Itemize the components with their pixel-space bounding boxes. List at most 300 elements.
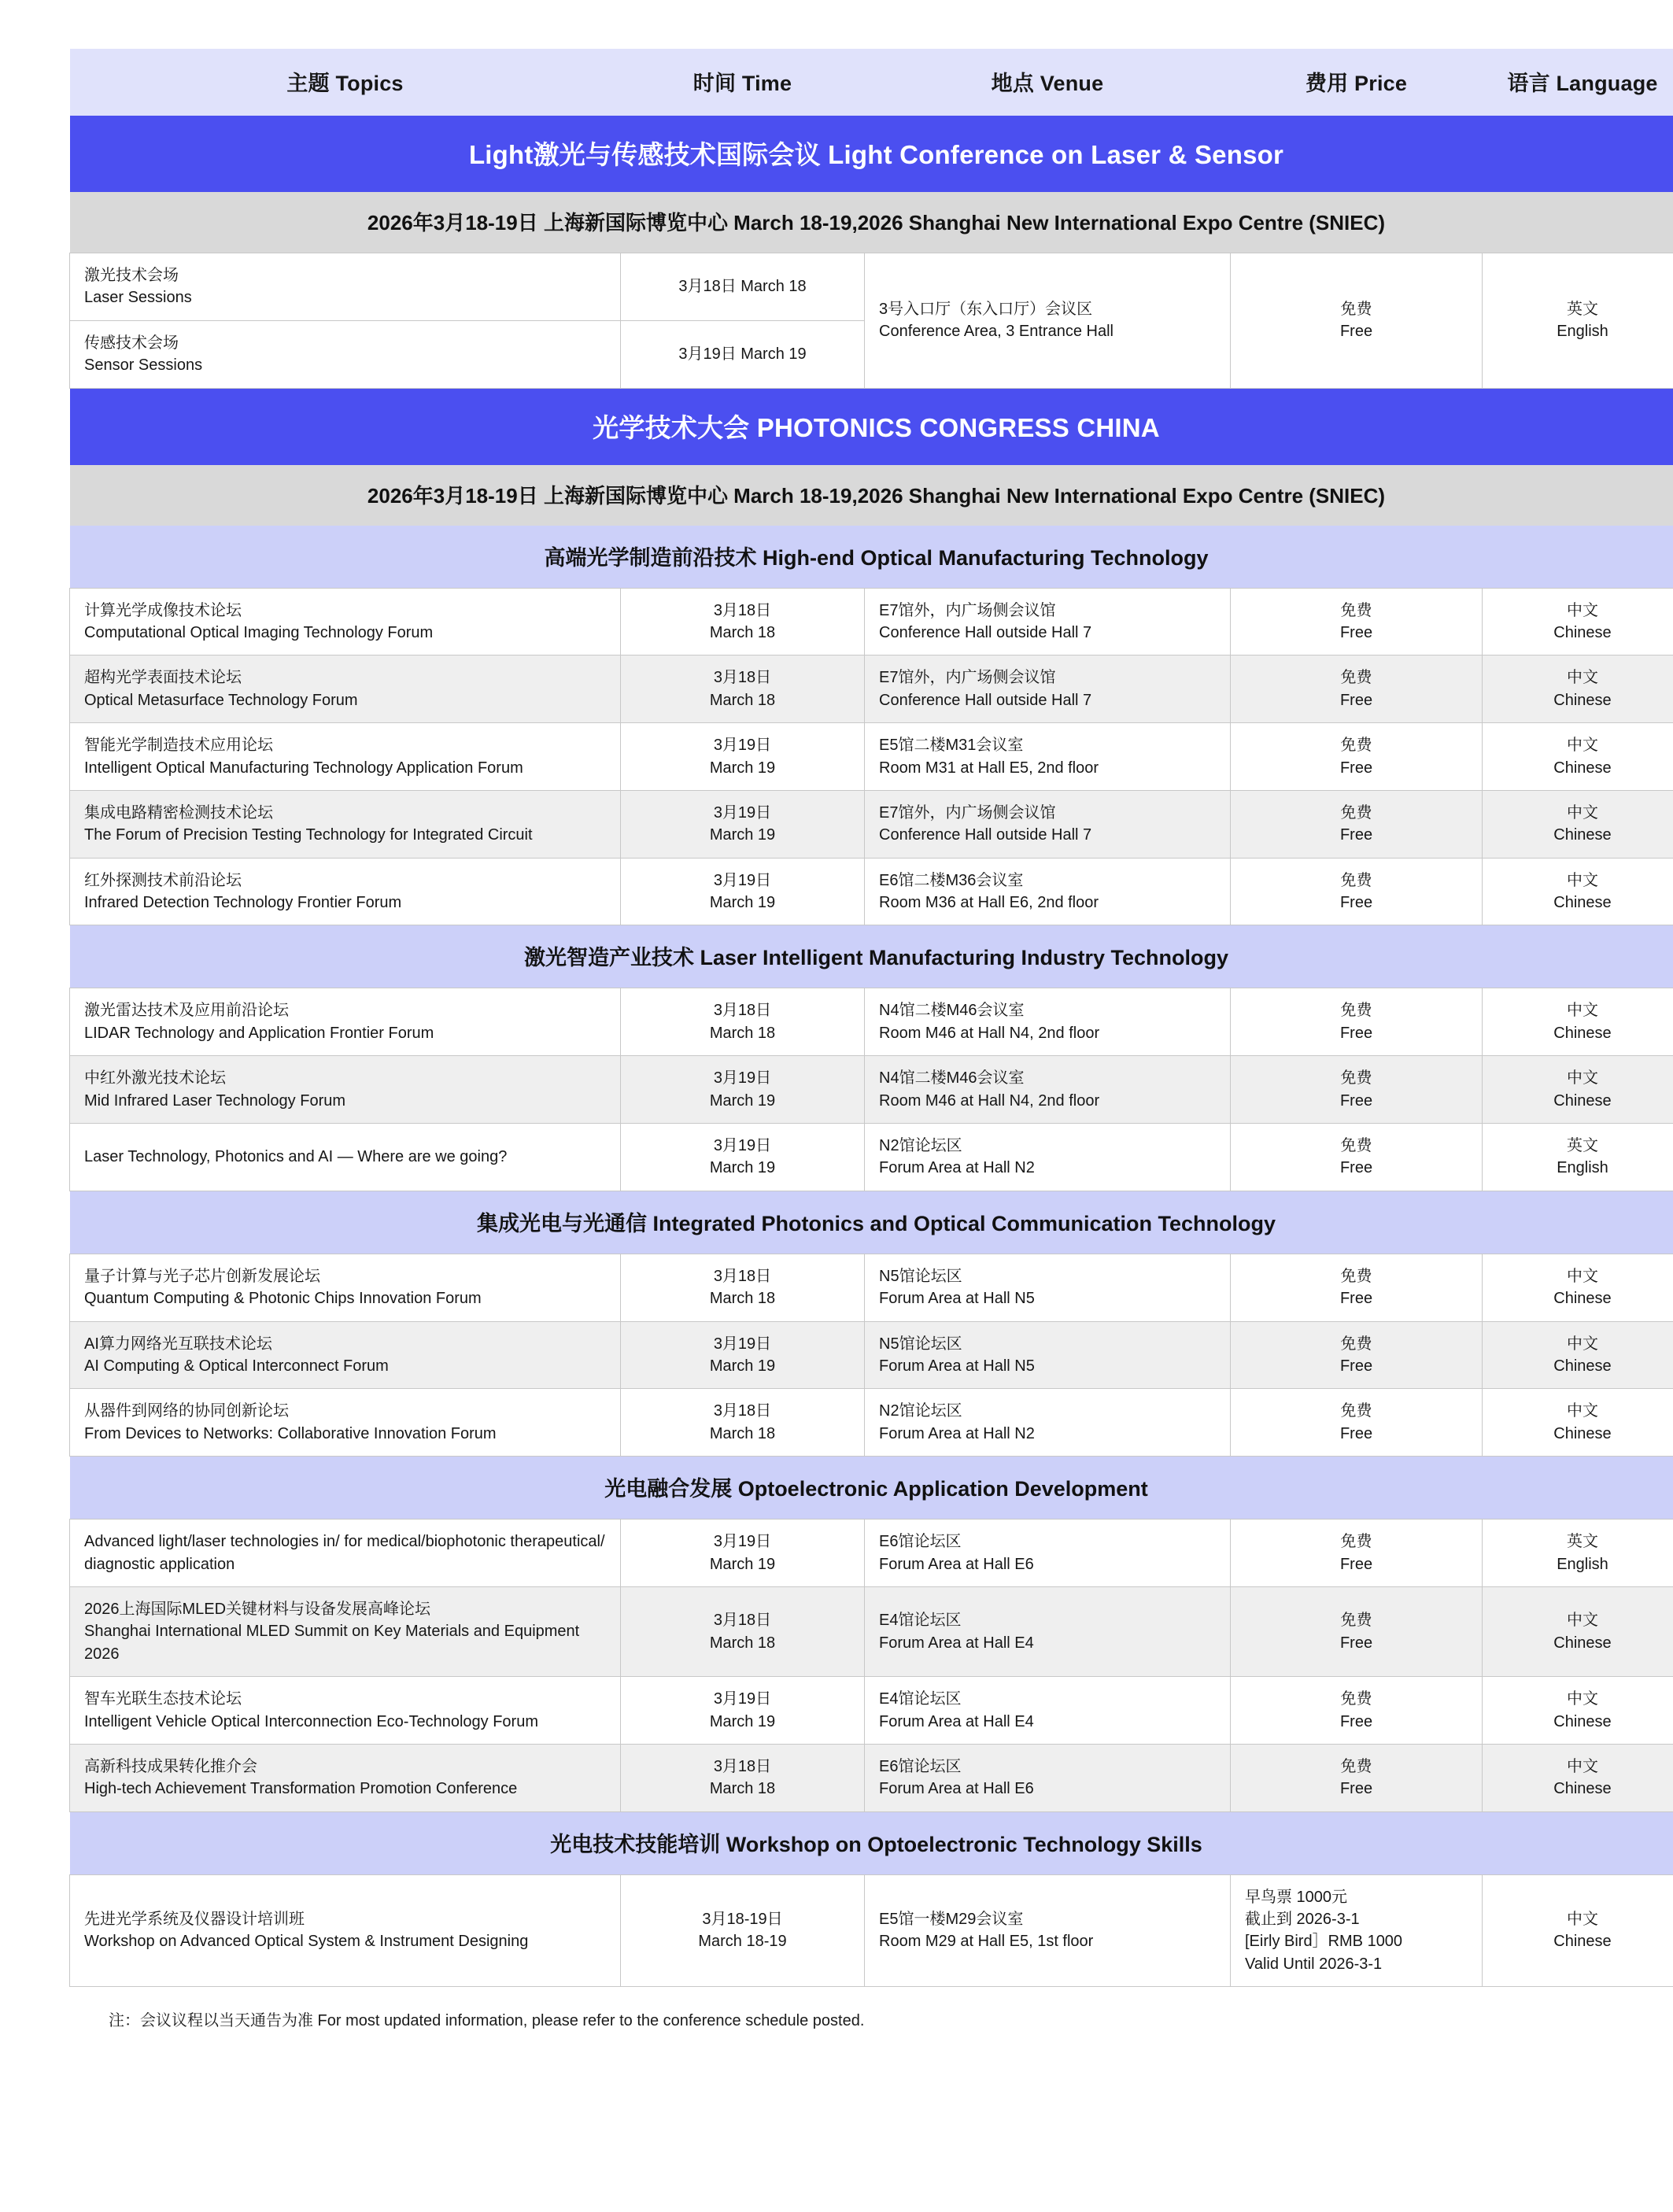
row-time xyxy=(621,790,865,858)
row-venue-cn: E4馆论坛区 xyxy=(879,1690,962,1708)
row-venue xyxy=(865,1744,1231,1811)
row-topic-cn: 量子计算与光子芯片创新发展论坛 xyxy=(84,1267,320,1285)
row-time-en: March 18-19 xyxy=(698,1933,787,1951)
row-price xyxy=(1231,790,1483,858)
row-topic-en: The Forum of Precision Testing Technology for Integrated Circuit xyxy=(84,826,533,844)
row-venue xyxy=(865,1874,1231,1987)
footnote: 注：会议议程以当天通告为准 For most updated information, please refer to the conference schedule posted. xyxy=(109,2012,865,2030)
row-time-en: March 18 xyxy=(709,1290,776,1308)
row-venue xyxy=(865,1677,1231,1745)
row-time xyxy=(621,1520,865,1587)
row-topic-en: Laser Sessions xyxy=(84,289,192,307)
row-time-en: March 19 xyxy=(709,1159,776,1177)
row-time xyxy=(621,1586,865,1676)
row-price xyxy=(1231,1744,1483,1811)
row-venue-cn: E6馆论坛区 xyxy=(879,1757,962,1775)
row-language-en: Chinese xyxy=(1553,1933,1612,1951)
row-venue-en: Forum Area at Hall N2 xyxy=(879,1424,1035,1442)
table-row xyxy=(70,723,1673,791)
table-row xyxy=(70,1520,1673,1587)
row-language xyxy=(1483,655,1673,723)
row-language-cn: 中文 xyxy=(1567,669,1598,687)
row-time: 3月18日 March 18 xyxy=(621,253,865,321)
row-topic xyxy=(70,858,621,925)
row-venue-en: Forum Area at Hall N5 xyxy=(879,1290,1035,1308)
row-time-cn: 3月18日 xyxy=(713,1002,772,1020)
row-language-en: English xyxy=(1557,1555,1608,1573)
row-topic xyxy=(70,988,621,1056)
row-topic-cn: 超构光学表面技术论坛 xyxy=(84,669,242,687)
row-time-cn: 3月19日 xyxy=(713,871,772,889)
row-time-cn: 3月18日 xyxy=(713,1267,772,1285)
row-time-en: March 18 xyxy=(709,1634,776,1652)
conference-1-dateline: 2026年3月18-19日 上海新国际博览中心 March 18-19,2026 Shanghai New International Expo Centre (SNIEC) xyxy=(70,192,1673,253)
table-row xyxy=(70,1056,1673,1124)
row-time-en: March 19 xyxy=(709,759,776,777)
row-price-cn: 免费 xyxy=(1340,803,1372,822)
row-venue-en: Conference Hall outside Hall 7 xyxy=(879,826,1092,844)
row-price-cn: 免费 xyxy=(1340,1757,1372,1775)
row-price-cn: 免费 xyxy=(1340,1335,1372,1353)
table-row xyxy=(70,253,1673,321)
row-venue xyxy=(865,1254,1231,1321)
row-topic-cn: 2026上海国际MLED关键材料与设备发展高峰论坛 xyxy=(84,1600,431,1618)
row-topic-en: LIDAR Technology and Application Frontier Forum xyxy=(84,1024,434,1042)
row-venue-cn: E7馆外，内广场侧会议馆 xyxy=(879,803,1056,822)
row-venue-cn: E7馆外，内广场侧会议馆 xyxy=(879,601,1056,619)
row-topic-en: High-tech Achievement Transformation Promotion Conference xyxy=(84,1780,518,1798)
row-topic-cn: 计算光学成像技术论坛 xyxy=(84,601,242,619)
row-language xyxy=(1483,1254,1673,1321)
row-price-cn: 免费 xyxy=(1340,300,1372,318)
row-time-en: March 18 xyxy=(709,1780,776,1798)
row-price-cn: 免费 xyxy=(1340,871,1372,889)
row-price-cn: 免费 xyxy=(1340,1137,1372,1155)
row-topic-cn: 激光技术会场 xyxy=(84,267,179,284)
row-venue-cn: N5馆论坛区 xyxy=(879,1267,962,1285)
row-time-cn: 3月18日 xyxy=(713,1402,772,1420)
row-language-en: Chinese xyxy=(1553,759,1612,777)
row-time-cn: 3月18-19日 xyxy=(702,1911,783,1929)
row-venue-cn: N4馆二楼M46会议室 xyxy=(879,1069,1025,1088)
row-price xyxy=(1231,723,1483,791)
row-price-line2: 截止到 2026-3-1 xyxy=(1245,1911,1360,1929)
section-title: 光电融合发展 Optoelectronic Application Development xyxy=(70,1457,1673,1520)
row-topic-en: Laser Technology, Photonics and AI — Where are we going? xyxy=(84,1148,508,1166)
row-topic-cn: 先进光学系统及仪器设计培训班 xyxy=(84,1911,305,1929)
header-price: 费用 Price xyxy=(1231,49,1483,116)
row-time xyxy=(621,1056,865,1124)
row-language-en: English xyxy=(1557,1159,1608,1177)
row-price-cn: 免费 xyxy=(1340,1069,1372,1088)
row-language-en: English xyxy=(1557,323,1608,341)
row-language xyxy=(1483,790,1673,858)
row-price-en: Free xyxy=(1339,623,1373,641)
row-price-en: Free xyxy=(1339,1091,1373,1110)
row-language xyxy=(1483,1586,1673,1676)
row-language-cn: 中文 xyxy=(1567,1002,1598,1020)
row-topic-cn: 高新科技成果转化推介会 xyxy=(84,1757,257,1775)
row-topic xyxy=(70,1677,621,1745)
row-language-en: Chinese xyxy=(1553,1424,1612,1442)
row-venue-cn: E6馆论坛区 xyxy=(879,1533,962,1551)
row-time-en: March 18 xyxy=(709,623,776,641)
row-time xyxy=(621,988,865,1056)
row-topic-en: Optical Metasurface Technology Forum xyxy=(84,691,358,709)
row-time xyxy=(621,1389,865,1457)
conference-1-title: Light激光与传感技术国际会议 Light Conference on Laser & Sensor xyxy=(70,116,1673,192)
section-title: 光电技术技能培训 Workshop on Optoelectronic Technology Skills xyxy=(70,1811,1673,1874)
row-venue xyxy=(865,1586,1231,1676)
row-venue xyxy=(865,988,1231,1056)
row-price-en: Free xyxy=(1339,1712,1373,1730)
row-venue xyxy=(865,723,1231,791)
row-price-cn: 免费 xyxy=(1340,1402,1372,1420)
row-venue-cn: 3号入口厅（东入口厅）会议区 xyxy=(879,300,1093,318)
row-price xyxy=(1231,988,1483,1056)
row-topic xyxy=(70,1874,621,1987)
row-topic-en: Computational Optical Imaging Technology Forum xyxy=(84,623,434,641)
row-time xyxy=(621,858,865,925)
row-venue xyxy=(865,655,1231,723)
conference-2-dateline: 2026年3月18-19日 上海新国际博览中心 March 18-19,2026 Shanghai New International Expo Centre (SNIEC) xyxy=(70,465,1673,526)
row-language-cn: 中文 xyxy=(1567,871,1598,889)
row-language-cn: 中文 xyxy=(1567,1911,1598,1929)
row-language xyxy=(1483,858,1673,925)
row-language-en: Chinese xyxy=(1553,1780,1612,1798)
row-price-en: Free xyxy=(1339,1357,1373,1375)
row-topic xyxy=(70,253,621,321)
row-time-cn: 3月19日 xyxy=(713,1069,772,1088)
row-topic xyxy=(70,1389,621,1457)
row-price-en: Free xyxy=(1339,323,1373,341)
row-topic-en: Intelligent Vehicle Optical Interconnection Eco-Technology Forum xyxy=(84,1712,538,1730)
row-topic xyxy=(70,1520,621,1587)
table-row xyxy=(70,1389,1673,1457)
row-language xyxy=(1483,988,1673,1056)
row-time-cn: 3月18日 xyxy=(713,669,772,687)
row-topic xyxy=(70,790,621,858)
table-row xyxy=(70,1124,1673,1191)
table-row xyxy=(70,988,1673,1056)
row-venue-cn: E5馆一楼M29会议室 xyxy=(879,1911,1024,1929)
row-venue-en: Forum Area at Hall E4 xyxy=(879,1634,1034,1652)
row-language-cn: 中文 xyxy=(1567,1402,1598,1420)
row-price-en: Free xyxy=(1339,1634,1373,1652)
row-language xyxy=(1483,1124,1673,1191)
row-time-en: March 18 xyxy=(709,1024,776,1042)
row-price-en: Free xyxy=(1339,894,1373,912)
row-venue-en: Forum Area at Hall E6 xyxy=(879,1555,1034,1573)
row-language-cn: 中文 xyxy=(1567,1267,1598,1285)
row-topic-cn: 从器件到网络的协同创新论坛 xyxy=(84,1402,289,1420)
table-row xyxy=(70,1744,1673,1811)
row-venue xyxy=(865,1124,1231,1191)
row-topic-cn: 集成电路精密检测技术论坛 xyxy=(84,803,273,822)
row-language xyxy=(1483,723,1673,791)
row-language-en: Chinese xyxy=(1553,894,1612,912)
conference-dateline-band-1 xyxy=(70,192,1673,253)
table-row xyxy=(70,655,1673,723)
row-language-cn: 中文 xyxy=(1567,803,1598,822)
row-venue-cn: N5馆论坛区 xyxy=(879,1335,962,1353)
row-topic xyxy=(70,1056,621,1124)
row-price xyxy=(1231,655,1483,723)
row-time-cn: 3月19日 xyxy=(713,1335,772,1353)
row-price xyxy=(1231,1586,1483,1676)
row-venue-en: Conference Area, 3 Entrance Hall xyxy=(879,323,1113,341)
row-topic-en: Infrared Detection Technology Frontier Forum xyxy=(84,894,402,912)
row-price xyxy=(1231,1254,1483,1321)
row-language-en: Chinese xyxy=(1553,1024,1612,1042)
row-venue xyxy=(865,1321,1231,1389)
row-topic-en: Quantum Computing & Photonic Chips Innovation Forum xyxy=(84,1290,482,1308)
row-language-en: Chinese xyxy=(1553,1634,1612,1652)
row-time-cn: 3月18日 xyxy=(713,1612,772,1630)
row-topic-cn: 激光雷达技术及应用前沿论坛 xyxy=(84,1002,289,1020)
row-price-en: Free xyxy=(1339,1780,1373,1798)
row-price-en: Free xyxy=(1339,1424,1373,1442)
table-row xyxy=(70,1677,1673,1745)
row-language xyxy=(1483,1874,1673,1987)
section-band xyxy=(70,925,1673,988)
conference-title-band-1 xyxy=(70,116,1673,192)
row-venue-cn: E4馆论坛区 xyxy=(879,1612,962,1630)
row-price xyxy=(1231,1056,1483,1124)
row-topic-cn: 中红外激光技术论坛 xyxy=(84,1069,226,1088)
table-row xyxy=(70,1586,1673,1676)
row-venue xyxy=(865,790,1231,858)
row-venue-cn: E6馆二楼M36会议室 xyxy=(879,871,1024,889)
row-language-cn: 中文 xyxy=(1567,737,1598,755)
row-price-cn: 免费 xyxy=(1340,1002,1372,1020)
row-time-en: March 18 xyxy=(709,691,776,709)
row-venue-en: Conference Hall outside Hall 7 xyxy=(879,691,1092,709)
row-venue xyxy=(865,858,1231,925)
row-time-en: March 19 xyxy=(709,894,776,912)
row-price-en: Free xyxy=(1339,1555,1373,1573)
row-price-line3: [Eirly Bird］RMB 1000 xyxy=(1245,1933,1403,1951)
row-time-cn: 3月19日 xyxy=(713,803,772,822)
row-language-cn: 中文 xyxy=(1567,1690,1598,1708)
row-topic-en: Mid Infrared Laser Technology Forum xyxy=(84,1091,346,1110)
row-topic-en: Intelligent Optical Manufacturing Technology Application Forum xyxy=(84,759,523,777)
row-time xyxy=(621,1321,865,1389)
row-time-cn: 3月19日 xyxy=(713,737,772,755)
table-row xyxy=(70,858,1673,925)
row-time-cn: 3月19日 xyxy=(713,1690,772,1708)
row-price-cn: 免费 xyxy=(1340,601,1372,619)
row-language-en: Chinese xyxy=(1553,1290,1612,1308)
row-price xyxy=(1231,1124,1483,1191)
row-language-cn: 中文 xyxy=(1567,1069,1598,1088)
row-time xyxy=(621,655,865,723)
row-time-cn: 3月18日 xyxy=(713,601,772,619)
row-venue-cn: E7馆外，内广场侧会议馆 xyxy=(879,669,1056,687)
row-language xyxy=(1483,1520,1673,1587)
conference-title-band-2 xyxy=(70,388,1673,465)
row-price-cn: 免费 xyxy=(1340,737,1372,755)
row-topic-cn: 红外探测技术前沿论坛 xyxy=(84,871,242,889)
row-language-en: Chinese xyxy=(1553,1357,1612,1375)
row-language-cn: 中文 xyxy=(1567,1757,1598,1775)
row-topic xyxy=(70,1744,621,1811)
row-language-en: Chinese xyxy=(1553,826,1612,844)
row-time xyxy=(621,588,865,655)
row-price-cn: 免费 xyxy=(1340,1690,1372,1708)
row-time xyxy=(621,1677,865,1745)
row-price-cn: 免费 xyxy=(1340,1612,1372,1630)
row-price-en: Free xyxy=(1339,1159,1373,1177)
row-venue-cn: N4馆二楼M46会议室 xyxy=(879,1002,1025,1020)
row-topic-cn: 智能光学制造技术应用论坛 xyxy=(84,737,273,755)
row-venue-en: Forum Area at Hall N5 xyxy=(879,1357,1035,1375)
row-price xyxy=(1231,1677,1483,1745)
row-language-cn: 中文 xyxy=(1567,1335,1598,1353)
row-language-en: Chinese xyxy=(1553,623,1612,641)
row-language xyxy=(1483,1677,1673,1745)
row-time xyxy=(621,723,865,791)
table-row xyxy=(70,1874,1673,1987)
header-time: 时间 Time xyxy=(621,49,865,116)
row-time xyxy=(621,1124,865,1191)
section-band xyxy=(70,1811,1673,1874)
row-price-line1: 早鸟票 1000元 xyxy=(1245,1888,1348,1906)
row-language-en: Chinese xyxy=(1553,691,1612,709)
row-language xyxy=(1483,1744,1673,1811)
row-venue-cn: E5馆二楼M31会议室 xyxy=(879,737,1024,755)
row-price-en: Free xyxy=(1339,759,1373,777)
row-time-en: March 19 xyxy=(709,1357,776,1375)
row-venue-cn: N2馆论坛区 xyxy=(879,1402,962,1420)
row-price xyxy=(1231,588,1483,655)
row-topic-cn: 传感技术会场 xyxy=(84,334,179,352)
row-venue xyxy=(865,253,1231,389)
conference-schedule-table xyxy=(69,49,1673,1987)
row-venue xyxy=(865,1520,1231,1587)
row-price xyxy=(1231,1321,1483,1389)
table-row xyxy=(70,1321,1673,1389)
row-topic-en: Sensor Sessions xyxy=(84,356,203,375)
section-title: 激光智造产业技术 Laser Intelligent Manufacturing Industry Technology xyxy=(70,925,1673,988)
row-venue-cn: N2馆论坛区 xyxy=(879,1137,962,1155)
row-language xyxy=(1483,1321,1673,1389)
row-language xyxy=(1483,1056,1673,1124)
row-language xyxy=(1483,253,1673,389)
row-topic xyxy=(70,1586,621,1676)
row-topic-cn: AI算力网络光互联技术论坛 xyxy=(84,1335,272,1353)
row-topic-en: Advanced light/laser technologies in/ for medical/biophotonic therapeutical/ diagnostic application xyxy=(84,1533,605,1573)
row-topic-en: AI Computing & Optical Interconnect Forum xyxy=(84,1357,389,1375)
conference-2-title: 光学技术大会 PHOTONICS CONGRESS CHINA xyxy=(70,388,1673,465)
row-time-cn: 3月19日 xyxy=(713,1137,772,1155)
header-topics: 主题 Topics xyxy=(70,49,621,116)
row-topic-en: Shanghai International MLED Summit on Key Materials and Equipment 2026 xyxy=(84,1623,580,1663)
row-time-en: March 19 xyxy=(709,826,776,844)
row-venue-en: Conference Hall outside Hall 7 xyxy=(879,623,1092,641)
row-topic xyxy=(70,723,621,791)
row-price-cn: 免费 xyxy=(1340,669,1372,687)
row-time xyxy=(621,1874,865,1987)
row-topic xyxy=(70,588,621,655)
row-price xyxy=(1231,1520,1483,1587)
row-time xyxy=(621,1254,865,1321)
row-time-en: March 19 xyxy=(709,1712,776,1730)
row-time-en: March 18 xyxy=(709,1424,776,1442)
row-venue xyxy=(865,1389,1231,1457)
row-price-en: Free xyxy=(1339,1024,1373,1042)
row-price-en: Free xyxy=(1339,826,1373,844)
row-language-cn: 英文 xyxy=(1567,1533,1598,1551)
row-venue-en: Forum Area at Hall E4 xyxy=(879,1712,1034,1730)
section-band xyxy=(70,526,1673,589)
row-venue xyxy=(865,588,1231,655)
row-time xyxy=(621,1744,865,1811)
header-venue: 地点 Venue xyxy=(865,49,1231,116)
row-venue-en: Room M29 at Hall E5, 1st floor xyxy=(879,1933,1094,1951)
row-language-en: Chinese xyxy=(1553,1712,1612,1730)
row-venue-en: Forum Area at Hall N2 xyxy=(879,1159,1035,1177)
row-venue xyxy=(865,1056,1231,1124)
row-price xyxy=(1231,858,1483,925)
row-venue-en: Forum Area at Hall E6 xyxy=(879,1780,1034,1798)
section-title: 高端光学制造前沿技术 High-end Optical Manufacturing Technology xyxy=(70,526,1673,589)
row-topic-en: Workshop on Advanced Optical System & Instrument Designing xyxy=(84,1933,529,1951)
table-header-row xyxy=(70,49,1673,116)
row-topic-cn: 智车光联生态技术论坛 xyxy=(84,1690,242,1708)
row-topic xyxy=(70,1321,621,1389)
row-time-cn: 3月19日 xyxy=(713,1533,772,1551)
row-topic xyxy=(70,320,621,388)
row-language-cn: 中文 xyxy=(1567,601,1598,619)
row-time: 3月19日 March 19 xyxy=(621,320,865,388)
row-time-cn: 3月18日 xyxy=(713,1757,772,1775)
row-language-cn: 英文 xyxy=(1567,300,1598,318)
row-price-cn: 免费 xyxy=(1340,1533,1372,1551)
row-venue-en: Room M46 at Hall N4, 2nd floor xyxy=(879,1091,1100,1110)
row-topic xyxy=(70,1124,621,1191)
row-topic xyxy=(70,1254,621,1321)
row-venue-en: Room M46 at Hall N4, 2nd floor xyxy=(879,1024,1100,1042)
row-topic xyxy=(70,655,621,723)
row-language-cn: 英文 xyxy=(1567,1137,1598,1155)
row-time-en: March 19 xyxy=(709,1555,776,1573)
row-topic-en: From Devices to Networks: Collaborative Innovation Forum xyxy=(84,1424,497,1442)
row-price-cn: 免费 xyxy=(1340,1267,1372,1285)
section-band xyxy=(70,1191,1673,1254)
table-row xyxy=(70,1254,1673,1321)
row-language-en: Chinese xyxy=(1553,1091,1612,1110)
row-price-en: Free xyxy=(1339,1290,1373,1308)
section-band xyxy=(70,1457,1673,1520)
row-price xyxy=(1231,1389,1483,1457)
row-language xyxy=(1483,588,1673,655)
row-price xyxy=(1231,1874,1483,1987)
row-venue-en: Room M36 at Hall E6, 2nd floor xyxy=(879,894,1099,912)
row-price xyxy=(1231,253,1483,389)
table-row xyxy=(70,588,1673,655)
row-language-cn: 中文 xyxy=(1567,1612,1598,1630)
row-price-line4: Valid Until 2026-3-1 xyxy=(1245,1955,1383,1973)
table-row xyxy=(70,790,1673,858)
row-language xyxy=(1483,1389,1673,1457)
header-language: 语言 Language xyxy=(1483,49,1673,116)
row-time-en: March 19 xyxy=(709,1091,776,1110)
conference-dateline-band-2 xyxy=(70,465,1673,526)
section-title: 集成光电与光通信 Integrated Photonics and Optical Communication Technology xyxy=(70,1191,1673,1254)
row-venue-en: Room M31 at Hall E5, 2nd floor xyxy=(879,759,1099,777)
row-price-en: Free xyxy=(1339,691,1373,709)
